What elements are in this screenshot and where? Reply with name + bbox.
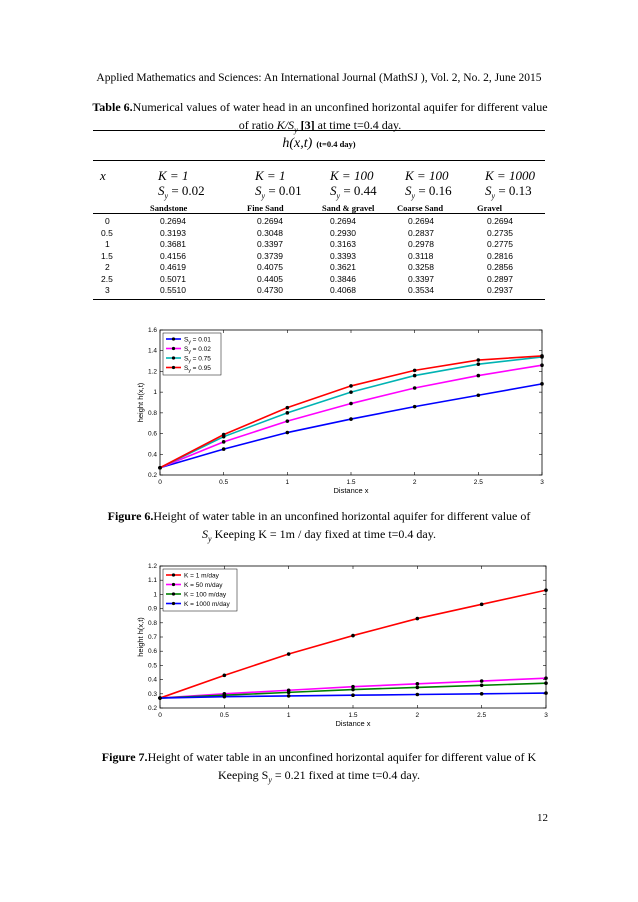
- data-point: [413, 374, 417, 378]
- table-col-material-4: Gravel: [477, 203, 503, 213]
- table-cell-value: 0.2978: [408, 239, 434, 249]
- table-header-rule: [93, 160, 545, 161]
- y-tick-label: 0.2: [147, 705, 157, 712]
- data-point: [286, 406, 290, 410]
- table-col-material-2: Sand & gravel: [322, 203, 375, 213]
- table-col-sy-symbol: S: [255, 183, 262, 198]
- table-cell-value: 0.4068: [330, 285, 356, 295]
- legend-marker: [172, 356, 175, 359]
- table-cell-x: 2: [105, 262, 110, 272]
- data-point: [349, 384, 353, 388]
- table-cell-value: 0.4405: [257, 273, 283, 284]
- figure7-caption-label: Figure 7.: [101, 750, 148, 764]
- legend-label-rest: = 0.02: [190, 345, 211, 353]
- data-point: [480, 603, 484, 607]
- table-super-header-note: (t=0.4 day): [316, 139, 356, 149]
- table-cell-value: 0.3681: [160, 239, 186, 249]
- legend-label-main: K = 50 m/day: [184, 581, 223, 589]
- table-cell-x: 0: [105, 216, 110, 226]
- legend-marker: [172, 347, 175, 350]
- table-caption-ref: [3]: [297, 118, 315, 132]
- table-caption-label: Table 6.: [92, 100, 133, 114]
- figure7-caption-line2: = 0.21 fixed at time t=0.4 day.: [271, 768, 420, 782]
- data-point: [222, 447, 226, 451]
- page-number: 12: [537, 812, 548, 824]
- table-cell-value: 0.2816: [487, 250, 513, 261]
- y-tick-label: 1.4: [147, 347, 157, 355]
- table-cell-value: 0.3258: [408, 262, 434, 272]
- table-cell-value: 0.3193: [160, 227, 186, 238]
- data-point: [413, 405, 417, 409]
- table-cell-value: 0.2856: [487, 262, 513, 272]
- table-cell-value: 0.3397: [257, 239, 283, 249]
- table-col-k-0: K = 1: [158, 168, 189, 183]
- table-cell-value: 0.2694: [408, 216, 434, 226]
- data-point: [416, 686, 420, 690]
- data-point: [286, 411, 290, 415]
- x-tick-label: 2.5: [473, 479, 483, 486]
- data-point: [351, 693, 355, 697]
- table-caption-ratio: K/S: [276, 118, 295, 132]
- y-tick-label: 0.6: [147, 430, 157, 438]
- data-point: [477, 358, 481, 362]
- data-point: [351, 688, 355, 692]
- data-point: [349, 390, 353, 394]
- table-cell-value: 0.3163: [330, 239, 356, 249]
- x-axis-label: Distance x: [335, 719, 371, 728]
- y-tick-label: 1.2: [147, 368, 157, 376]
- data-point: [287, 652, 291, 656]
- table-cell-value: 0.4075: [257, 262, 283, 272]
- data-point: [544, 681, 548, 685]
- data-point: [222, 440, 226, 444]
- table-caption-line2-prefix: of ratio: [238, 118, 277, 132]
- legend-label-rest: = 0.75: [190, 355, 211, 363]
- y-tick-label: 0.4: [147, 451, 157, 459]
- table-cell-x: 2.5: [101, 273, 113, 284]
- table-caption-text: Numerical values of water head in an unconfined horizontal aquifer for different value: [132, 100, 548, 114]
- table-col-sy-value: = 0.02: [168, 183, 205, 198]
- table-col-sy-1: [255, 183, 302, 201]
- legend-label: [184, 572, 220, 579]
- table-col-sy-symbol: S: [485, 183, 492, 198]
- x-tick-label: 0.5: [219, 479, 229, 486]
- y-tick-label: 0.4: [147, 676, 157, 684]
- table-cell-value: 0.2694: [487, 216, 513, 226]
- data-point: [477, 393, 481, 397]
- legend-label-main: S: [184, 336, 189, 344]
- y-tick-label: 1: [153, 591, 157, 599]
- table-col-sy-subscript: y: [411, 191, 416, 201]
- table-cell-value: 0.3621: [330, 262, 356, 272]
- data-point: [544, 588, 548, 592]
- table-cell-value: 0.4619: [160, 262, 186, 272]
- x-tick-label: 1: [285, 479, 290, 486]
- data-point: [540, 382, 544, 386]
- legend-label-sub: y: [188, 367, 191, 374]
- table-caption-line2-suffix: at time t=0.4 day.: [314, 118, 402, 132]
- table-cell-value: 0.2694: [160, 216, 186, 226]
- table-cell-value: 0.3534: [408, 285, 434, 295]
- journal-header: Applied Mathematics and Sciences: An International Journal (MathSJ ), Vol. 2, No. 2, June 2015: [96, 72, 542, 84]
- legend-label-sub: y: [188, 348, 191, 355]
- x-tick-label: 0: [158, 712, 162, 719]
- legend-label: [184, 601, 230, 608]
- data-point: [413, 369, 417, 373]
- data-point: [480, 692, 484, 696]
- legend-marker: [172, 573, 175, 576]
- y-tick-label: 0.9: [147, 605, 157, 613]
- x-tick-label: 1.5: [348, 712, 358, 719]
- y-tick-label: 1.2: [147, 563, 157, 570]
- data-point: [480, 679, 484, 683]
- legend-label-main: S: [184, 364, 189, 372]
- table-col-sy-symbol: S: [405, 183, 412, 198]
- table-col-sy-value: = 0.01: [265, 183, 302, 198]
- legend-marker: [172, 337, 175, 340]
- data-point: [416, 693, 420, 697]
- data-point: [223, 674, 227, 678]
- data-point: [540, 363, 544, 367]
- data-point: [413, 386, 417, 390]
- table-col-sy-4: [485, 183, 532, 201]
- y-axis-label: height h(x,t): [136, 382, 145, 423]
- table-bottom-rule: [93, 299, 545, 300]
- data-point: [349, 417, 353, 421]
- table-cell-value: 0.2837: [408, 227, 434, 238]
- table-cell-value: 0.4730: [257, 285, 283, 295]
- table-cell-value: 0.3393: [330, 250, 356, 261]
- table-col-sy-subscript: y: [491, 191, 496, 201]
- x-tick-label: 3: [540, 479, 544, 486]
- table-cell-value: 0.2937: [487, 285, 513, 295]
- figure7-caption-keeping: Keeping S: [218, 768, 269, 782]
- data-point: [286, 419, 290, 423]
- y-tick-label: 0.6: [147, 648, 157, 656]
- x-tick-label: 0.5: [219, 712, 229, 719]
- table-col-material-1: Fine Sand: [247, 203, 284, 213]
- data-point: [287, 694, 291, 698]
- y-tick-label: 1.1: [147, 577, 157, 585]
- x-tick-label: 2: [412, 479, 417, 486]
- legend-label-rest: = 0.95: [190, 364, 211, 372]
- table-cell-value: 0.2897: [487, 273, 513, 284]
- data-point: [158, 696, 162, 700]
- figure6-caption-label: Figure 6.: [107, 509, 154, 523]
- table-subheader-rule: [93, 213, 545, 214]
- data-point: [222, 433, 226, 437]
- figure7-caption-text: Height of water table in an unconfined horizontal aquifer for different value of K: [147, 750, 537, 764]
- x-tick-label: 1.5: [346, 479, 356, 486]
- table-col-sy-subscript: y: [164, 191, 169, 201]
- table-col-sy-0: [158, 183, 205, 201]
- y-axis-label: height h(x,t): [136, 617, 145, 657]
- table-cell-value: 0.2694: [257, 216, 283, 226]
- figure6-chart: [130, 322, 550, 497]
- legend-label-main: S: [184, 345, 189, 353]
- table-col-sy-subscript: y: [261, 191, 266, 201]
- data-point: [351, 634, 355, 638]
- table-col-sy-3: [405, 183, 452, 201]
- table-super-header: [0, 134, 638, 152]
- table-col-material-3: Coarse Sand: [397, 203, 444, 213]
- legend-label-main: S: [184, 355, 189, 363]
- data-point: [480, 683, 484, 687]
- x-tick-label: 2: [415, 712, 420, 719]
- table-cell-x: 3: [105, 285, 110, 295]
- legend-marker: [172, 602, 175, 605]
- table-cell-value: 0.5510: [160, 285, 186, 295]
- x-tick-label: 0: [158, 479, 162, 486]
- table-super-header-h: h(x,t): [282, 136, 313, 151]
- x-tick-label: 2.5: [477, 712, 487, 719]
- table-cell-value: 0.2775: [487, 239, 513, 249]
- legend-label: [184, 591, 227, 598]
- table-cell-value: 0.3739: [257, 250, 283, 261]
- table-cell-value: 0.3846: [330, 273, 356, 284]
- data-point: [544, 676, 548, 680]
- legend-label-sub: y: [188, 339, 191, 346]
- table-cell-value: 0.3048: [257, 227, 283, 238]
- x-axis-label: Distance x: [333, 486, 369, 495]
- table-cell-value: 0.2694: [330, 216, 356, 226]
- table-cell-value: 0.3397: [408, 273, 434, 284]
- table-col-k-3: K = 100: [405, 168, 449, 183]
- data-point: [544, 691, 548, 695]
- table-cell-x: 1: [105, 239, 110, 249]
- figure7-chart: [130, 560, 555, 730]
- table-cell-value: 0.5071: [160, 273, 186, 284]
- table-col-sy-value: = 0.44: [340, 183, 377, 198]
- table-cell-value: 0.3118: [408, 250, 434, 261]
- legend-marker: [172, 583, 175, 586]
- table-col-sy-2: [330, 183, 377, 201]
- table-cell-x: 1.5: [101, 250, 113, 261]
- table-x-label: x: [100, 168, 106, 183]
- legend-marker: [172, 366, 175, 369]
- data-point: [158, 466, 162, 470]
- legend-label-main: K = 1000 m/day: [184, 600, 230, 608]
- table-col-k-1: K = 1: [255, 168, 286, 183]
- table-cell-x: 0.5: [101, 227, 113, 238]
- legend-label: [184, 582, 223, 589]
- figure6-caption: [80, 507, 558, 548]
- data-point: [477, 362, 481, 366]
- table-col-sy-value: = 0.13: [495, 183, 532, 198]
- figure6-caption-sy: S: [202, 527, 209, 541]
- y-tick-label: 0.7: [147, 634, 157, 641]
- table-cell-value: 0.2930: [330, 227, 356, 238]
- table-top-rule: [93, 130, 545, 131]
- table-col-sy-symbol: S: [330, 183, 337, 198]
- data-point: [540, 354, 544, 358]
- legend-marker: [172, 592, 175, 595]
- y-tick-label: 1.6: [147, 327, 157, 334]
- y-tick-label: 0.8: [147, 619, 157, 627]
- y-tick-label: 0.3: [147, 690, 157, 698]
- y-tick-label: 0.8: [147, 409, 157, 417]
- data-point: [223, 695, 227, 699]
- y-tick-label: 1: [153, 389, 157, 397]
- table-col-sy-value: = 0.16: [415, 183, 452, 198]
- legend-label-sub: y: [188, 358, 191, 365]
- data-point: [416, 682, 420, 686]
- table-caption-ratio-sub: y: [294, 125, 298, 135]
- y-tick-label: 0.5: [147, 662, 157, 670]
- table-col-k-4: K = 1000: [485, 168, 535, 183]
- data-point: [416, 617, 420, 621]
- table-col-material-0: Sandstone: [150, 203, 188, 213]
- x-tick-label: 3: [544, 712, 548, 719]
- data-point: [477, 374, 481, 378]
- y-tick-label: 0.2: [147, 472, 157, 479]
- legend-label-main: K = 100 m/day: [184, 591, 227, 599]
- table-col-k-2: K = 100: [330, 168, 374, 183]
- data-point: [287, 691, 291, 695]
- figure7-caption: [80, 748, 558, 789]
- table-cell-value: 0.4156: [160, 250, 186, 261]
- figure6-caption-sy-sub: y: [208, 534, 212, 544]
- data-point: [286, 431, 290, 435]
- legend-label-main: K = 1 m/day: [184, 572, 219, 580]
- table-col-sy-symbol: S: [158, 183, 165, 198]
- legend-label-rest: = 0.01: [190, 336, 211, 344]
- x-tick-label: 1: [286, 712, 291, 719]
- figure7-caption-sy-sub: y: [268, 775, 272, 785]
- figure6-caption-line2: Keeping K = 1m / day fixed at time t=0.4 day.: [211, 527, 436, 541]
- data-point: [349, 402, 353, 406]
- table-cell-value: 0.2735: [487, 227, 513, 238]
- table-col-sy-subscript: y: [336, 191, 341, 201]
- figure6-caption-text: Height of water table in an unconfined horizontal aquifer for different value of: [153, 509, 531, 523]
